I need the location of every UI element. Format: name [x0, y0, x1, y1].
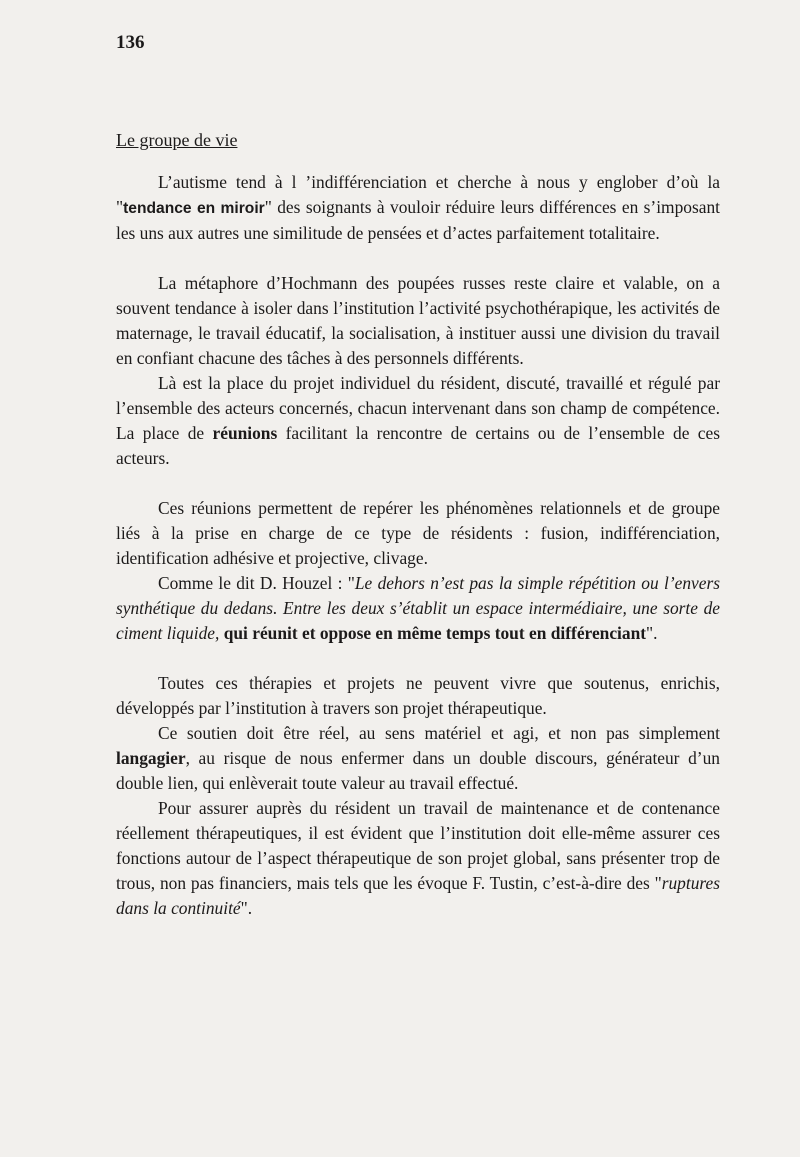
p5-quote-italic: Le dehors n’est pas la simple répétition ou l’envers synthétique du dedans. Entre les deux s’établit un espace intermédiaire, une sorte de ciment liquide,: [116, 573, 720, 643]
p5-text-e: ".: [646, 623, 658, 643]
p3-text-c: facilitant la rencontre de certains ou de l’ensemble de ces acteurs.: [116, 423, 720, 468]
paragraph-3: [116, 371, 720, 471]
paragraph-4: Ces réunions permettent de repérer les phénomènes relationnels et de groupe liés à la prise en charge de ce type de résidents : fusion, indifférenciation, identification adhésive et projective, clivage.: [116, 498, 720, 568]
p3-emphasis: réunions: [212, 423, 278, 443]
section-title: Le groupe de vie: [116, 130, 238, 150]
p7-text-a: Ce soutien doit être réel, au sens matériel et agi, et non pas simplement: [158, 723, 720, 743]
paragraph-5: [116, 571, 720, 646]
p1-text-a: L’autisme tend à l ’indifférenciation et cherche à nous y englober d’où la ": [116, 172, 720, 217]
p7-text-c: , au risque de nous enfermer dans un double discours, générateur d’un double lien, qui enlèverait toute valeur au travail effectué.: [116, 748, 720, 793]
p7-emphasis: langagier: [116, 748, 186, 768]
paragraph-7: [116, 721, 720, 796]
paragraph-8: [116, 796, 720, 921]
p1-text-c: " des soignants à vouloir réduire leurs différences en s’imposant les uns aux autres une similitude de pensées et d’actes parfaitement totalitaire.: [116, 197, 720, 243]
p5-quote-bold: qui réunit et oppose en même temps tout en différenciant: [223, 623, 647, 643]
paragraph-1: [116, 170, 720, 246]
p8-emphasis: ruptures dans la continuité: [116, 873, 720, 918]
p8-text-c: ".: [240, 898, 253, 918]
paragraph-2: La métaphore d’Hochmann des poupées russes reste claire et valable, on a souvent tendance à isoler dans l’institution l’activité psychothérapique, les activités de maternage, le travail éducatif, la socialisation, à instituer aussi une division du travail en confiant chacune des tâches à des personnels différents.: [116, 273, 720, 368]
page-number: 136: [116, 32, 145, 53]
p1-emphasis: tendance en miroir: [123, 200, 265, 217]
p3-text-a: Là est la place du projet individuel du résident, discuté, travaillé et régulé par l’ensemble des acteurs concernés, chacun intervenant dans son champ de compétence. La place de: [116, 373, 720, 443]
body-text: [116, 170, 720, 921]
p5-text-a: Comme le dit D. Houzel : ": [158, 573, 355, 593]
p8-text-a: Pour assurer auprès du résident un travail de maintenance et de contenance réellement thérapeutiques, il est évident que l’institution doit elle-même assurer ces fonctions autour de l’aspect thérapeutique de son projet global, sans présenter trop de trous, non pas financiers, mais tels que les évoque F. Tustin, c’est-à-dire des ": [116, 798, 720, 893]
paragraph-6: Toutes ces thérapies et projets ne peuvent vivre que soutenus, enrichis, développés par l’institution à travers son projet thérapeutique.: [116, 673, 720, 718]
